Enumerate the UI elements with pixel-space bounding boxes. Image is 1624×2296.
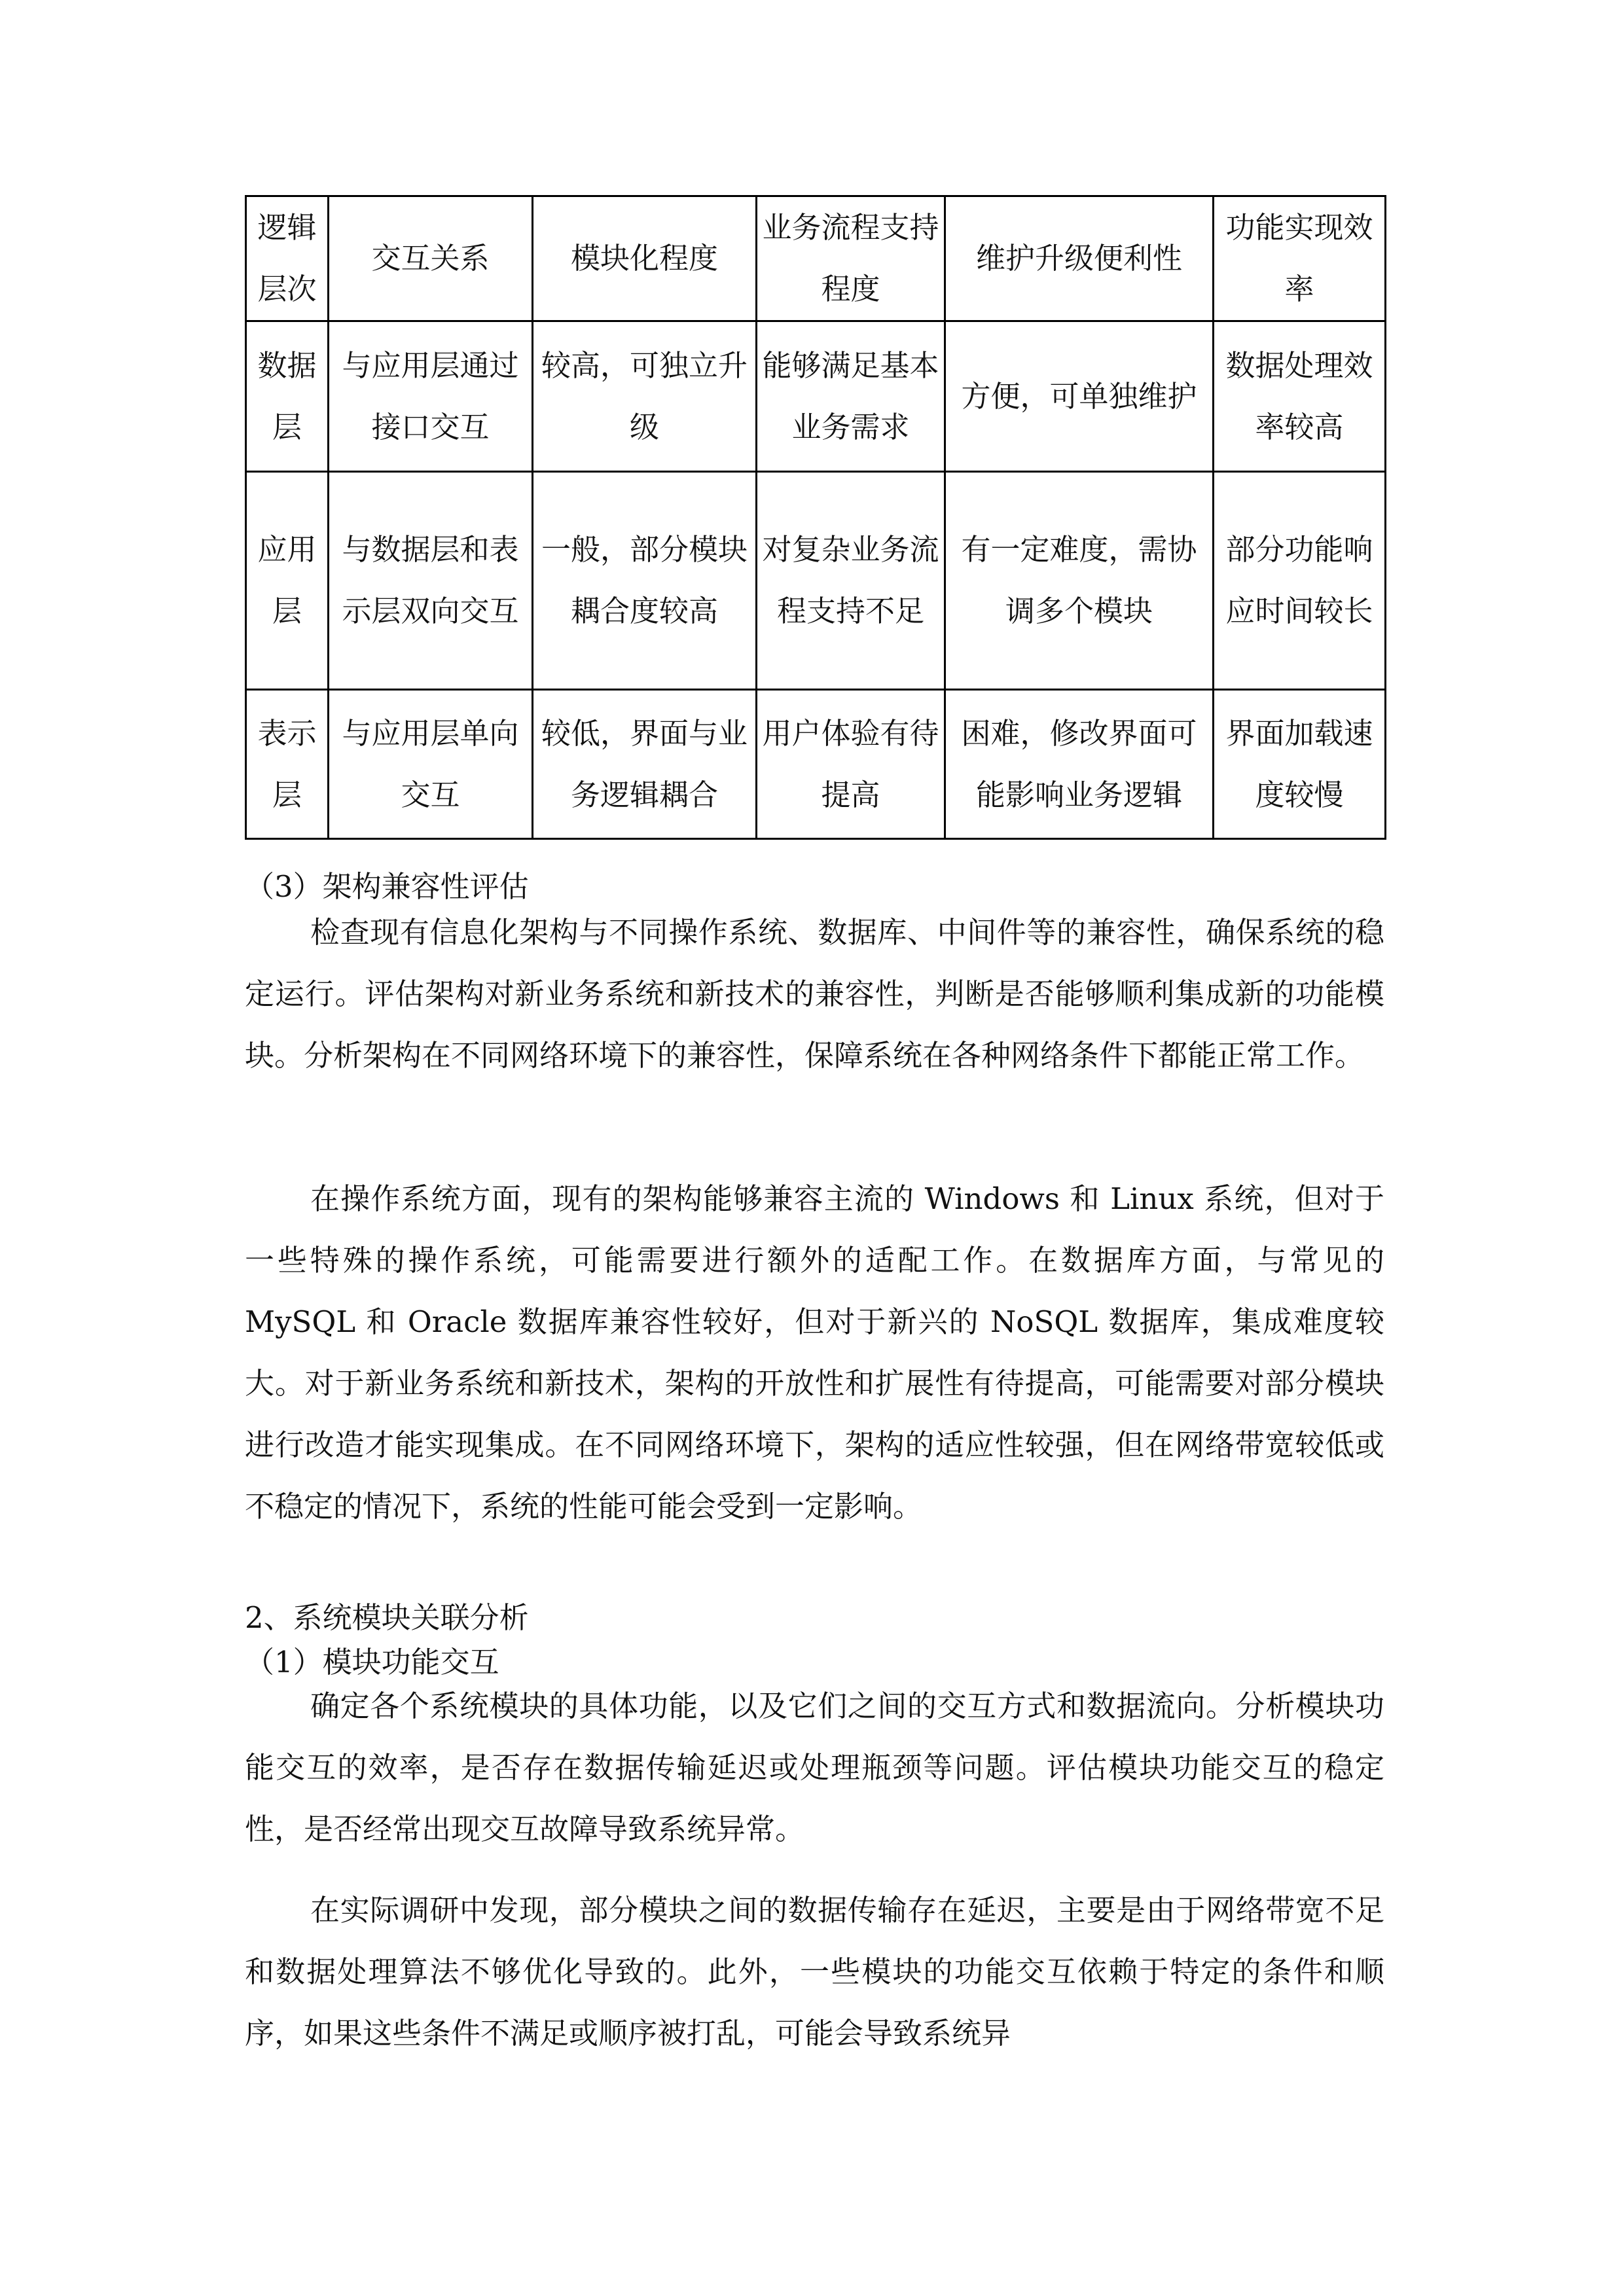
table-header-cell: 模块化程度	[533, 196, 757, 321]
table-row	[246, 690, 1386, 839]
table-cell: 困难，修改界面可能影响业务逻辑	[945, 690, 1214, 839]
table-cell: 对复杂业务流程支持不足	[757, 472, 945, 690]
table-cell: 界面加载速度较慢	[1214, 690, 1386, 839]
table-row	[246, 321, 1386, 472]
table-cell: 有一定难度，需协调多个模块	[945, 472, 1214, 690]
table-cell: 部分功能响应时间较长	[1214, 472, 1386, 690]
section-heading-compatibility: （3）架构兼容性评估	[245, 869, 529, 904]
table-cell: 数据处理效率较高	[1214, 321, 1386, 472]
table-cell: 方便，可单独维护	[945, 321, 1214, 472]
paragraph: 在实际调研中发现，部分模块之间的数据传输存在延迟，主要是由于网络带宽不足和数据处理算法不够优化导致的。此外，一些模块的功能交互依赖于特定的条件和顺序，如果这些条件不满足或顺序被打乱，可能会导致系统异	[245, 1893, 1384, 2051]
paragraph: 在操作系统方面，现有的架构能够兼容主流的 Windows 和 Linux 系统，但对于一些特殊的操作系统，可能需要进行额外的适配工作。在数据库方面，与常见的 MySQL 和 Oracle 数据库兼容性较好，但对于新兴的 NoSQL 数据库，集成难度较大。对于新业务系统和新技术，架构的开放性和扩展性有待提高，可能需要对部分模块进行改造才能实现集成。在不同网络环境下，架构的适应性较强，但在网络带宽较低或不稳定的情况下，系统的性能可能会受到一定影响。	[245, 1181, 1384, 1524]
table-cell: 与应用层通过接口交互	[329, 321, 533, 472]
subsection-heading-function-interaction: （1）模块功能交互	[245, 1645, 499, 1679]
section-heading-module-analysis: 2、系统模块关联分析	[245, 1600, 529, 1635]
table-cell: 数据层	[246, 321, 329, 472]
table-header-cell: 交互关系	[329, 196, 533, 321]
table-cell: 能够满足基本业务需求	[757, 321, 945, 472]
table-cell: 与应用层单向交互	[329, 690, 533, 839]
table-row	[246, 472, 1386, 690]
table-header-cell: 逻辑层次	[246, 196, 329, 321]
table-header-cell: 功能实现效率	[1214, 196, 1386, 321]
table-cell: 较低，界面与业务逻辑耦合	[533, 690, 757, 839]
table-cell: 一般，部分模块耦合度较高	[533, 472, 757, 690]
table-cell: 应用层	[246, 472, 329, 690]
table-cell: 表示层	[246, 690, 329, 839]
paragraph: 检查现有信息化架构与不同操作系统、数据库、中间件等的兼容性，确保系统的稳定运行。评估架构对新业务系统和新技术的兼容性，判断是否能够顺利集成新的功能模块。分析架构在不同网络环境下的兼容性，保障系统在各种网络条件下都能正常工作。	[245, 915, 1384, 1073]
architecture-evaluation-table	[245, 195, 1386, 840]
table-cell: 与数据层和表示层双向交互	[329, 472, 533, 690]
table-header-row	[246, 196, 1386, 321]
table-header-cell: 业务流程支持程度	[757, 196, 945, 321]
table-cell: 用户体验有待提高	[757, 690, 945, 839]
table-cell: 较高，可独立升级	[533, 321, 757, 472]
table-header-cell: 维护升级便利性	[945, 196, 1214, 321]
paragraph: 确定各个系统模块的具体功能，以及它们之间的交互方式和数据流向。分析模块功能交互的效率，是否存在数据传输延迟或处理瓶颈等问题。评估模块功能交互的稳定性，是否经常出现交互故障导致系统异常。	[245, 1689, 1384, 1846]
